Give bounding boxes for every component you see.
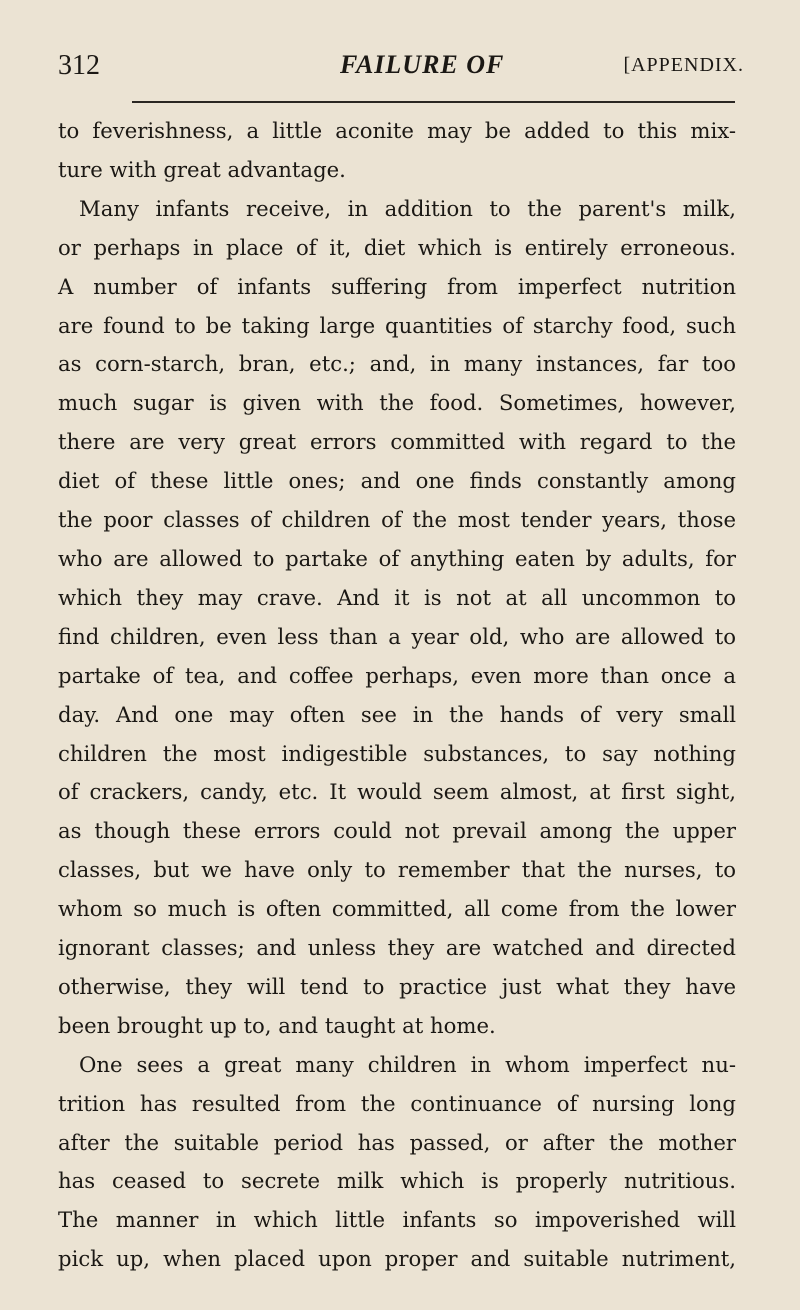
text-line: has ceased to secrete milk which is properly nutritious. — [58, 1168, 736, 1194]
text-line: as corn-starch, bran, etc.; and, in many instances, far too — [58, 351, 736, 377]
running-head — [58, 50, 744, 90]
text-line: of crackers, candy, etc. It would seem almost, at first sight, — [58, 779, 736, 805]
text-line: trition has resulted from the continuance of nursing long — [58, 1090, 736, 1116]
text-line: after the suitable period has passed, or after the mother — [58, 1129, 736, 1155]
text-line: who are allowed to partake of anything eaten by adults, for — [58, 545, 736, 571]
text-line: classes, but we have only to remember that the nurses, to — [58, 857, 736, 883]
text-line: whom so much is often committed, all come from the lower — [58, 896, 736, 922]
text-line: to feverishness, a little aconite may be added to this mix- — [58, 118, 736, 143]
text-line: A number of infants suffering from imperfect nutrition — [58, 273, 736, 299]
page-number: 312 — [58, 50, 100, 81]
text-line: ignorant classes; and unless they are watched and directed — [58, 935, 736, 961]
header-rule — [132, 101, 735, 103]
text-line: much sugar is given with the food. Sometimes, however, — [58, 390, 736, 416]
body-text — [58, 112, 736, 1279]
text-line: which they may crave. And it is not at all uncommon to — [58, 584, 736, 610]
text-line: partake of tea, and coffee perhaps, even more than once a — [58, 662, 736, 688]
text-line: pick up, when placed upon proper and suitable nutriment, — [58, 1246, 736, 1272]
text-line: ture with great advantage. — [58, 156, 346, 182]
text-line: been brought up to, and taught at home. — [58, 1012, 496, 1038]
text-line: find children, even less than a year old, who are allowed to — [58, 623, 736, 649]
text-line: The manner in which little infants so impoverished will — [58, 1207, 736, 1233]
text-line: the poor classes of children of the most tender years, those — [58, 507, 736, 533]
text-line: are found to be taking large quantities of starchy food, such — [58, 312, 736, 338]
text-line: or perhaps in place of it, diet which is entirely erroneous. — [58, 234, 736, 260]
paragraph-start-line: One sees a great many children in whom imperfect nu- — [79, 1051, 736, 1077]
text-line: otherwise, they will tend to practice just what they have — [58, 973, 736, 999]
text-line: diet of these little ones; and one finds constantly among — [58, 468, 736, 494]
section-label: [APPENDIX. — [623, 54, 744, 76]
text-line: children the most indigestible substances, to say nothing — [58, 740, 736, 766]
text-line: there are very great errors committed with regard to the — [58, 429, 736, 455]
running-title: FAILURE OF — [340, 50, 505, 79]
text-line: as though these errors could not prevail among the upper — [58, 818, 736, 844]
text-line: day. And one may often see in the hands of very small — [58, 701, 736, 727]
paragraph-start-line: Many infants receive, in addition to the parent's milk, — [79, 195, 736, 221]
